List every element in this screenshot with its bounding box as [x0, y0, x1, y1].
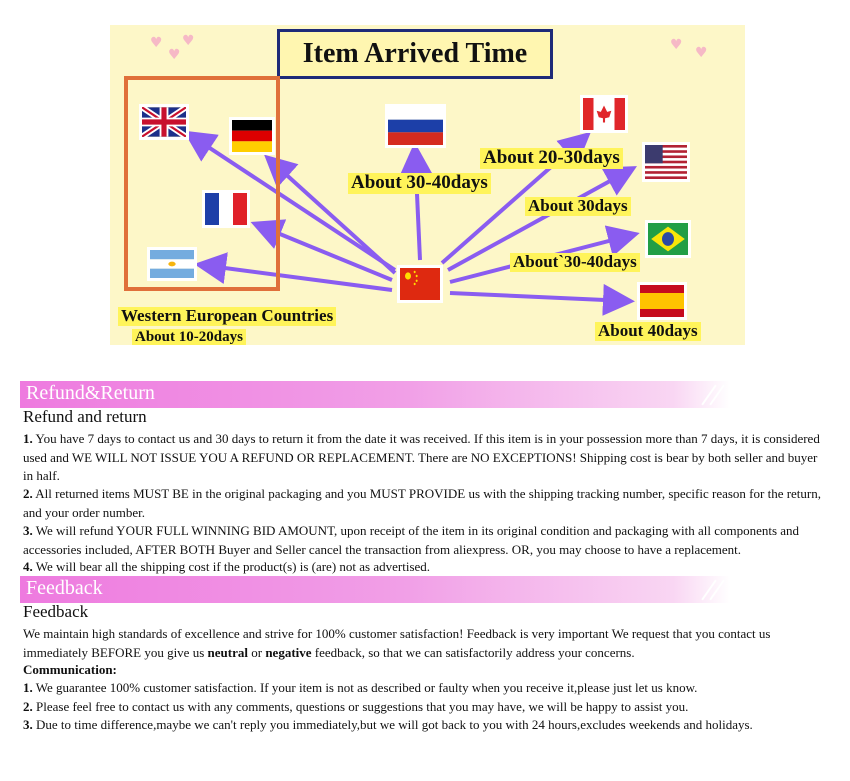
- usa-flag-icon: [645, 145, 687, 179]
- russia-flag-icon: [388, 107, 443, 145]
- usa-days-label: About 30days: [525, 197, 631, 216]
- argentina-flag-icon: [150, 250, 194, 278]
- feedback-section-bar: [20, 576, 730, 603]
- refund-item-2: 2. All returned items MUST BE in the original packaging and you MUST PROVIDE us with the shipping tracking number, specific reason for the return, and your order number.: [23, 486, 822, 520]
- canada-flag-icon: [583, 98, 625, 130]
- feedback-item-3: 3. Due to time difference,maybe we can't reply you immediately,but we will got back to you with 24 hours,excludes weekends and holidays.: [23, 717, 753, 732]
- china-flag-icon: [400, 268, 440, 300]
- arrow-russia: [415, 150, 420, 260]
- spain-days-label: About 40days: [595, 322, 701, 341]
- refund-subheading: Refund and return: [23, 407, 147, 426]
- feedback-intro: We maintain high standards of excellence and strive for 100% customer satisfaction! Feedback is very important We request that you contact us immediately BEFORE you give us neutral or negative feedback, so that we can satisfactorily address your concerns.: [23, 626, 771, 660]
- map-title-box: [277, 29, 553, 79]
- communication-heading: Communication:: [23, 662, 117, 677]
- arrow-spain: [450, 293, 627, 301]
- feedback-subheading: Feedback: [23, 602, 89, 621]
- brazil-flag-icon: [648, 223, 688, 255]
- region-days-label: About 10-20days: [132, 329, 246, 345]
- shipping-time-map: [110, 25, 745, 345]
- feedback-item-1: 1. We guarantee 100% customer satisfaction. If your item is not as described or faulty when you receive it,please just let us know.: [23, 680, 698, 695]
- brazil-days-label: About`30-40days: [510, 253, 640, 272]
- refund-item-4: 4. We will bear all the shipping cost if the product(s) is (are) not as advertised.: [23, 559, 431, 574]
- refund-section-bar: [20, 381, 730, 408]
- feedback-item-2: 2. Please feel free to contact us with any comments, questions or suggestions that you may have, we will be happy to assist you.: [23, 699, 689, 714]
- spain-flag-icon: [640, 285, 684, 317]
- heart-icon: ♥: [168, 47, 181, 63]
- germany-flag-icon: [232, 120, 272, 152]
- heart-icon: ♥: [695, 45, 708, 61]
- heart-icon: ♥: [150, 35, 163, 51]
- refund-bar-title: Refund&Return: [26, 382, 155, 404]
- heart-icon: ♥: [670, 37, 683, 53]
- refund-item-1: 1. You have 7 days to contact us and 30 days to return it from the date it was received. If this item is in your possession more than 7 days, it is considered used and WE WILL NOT ISSUE YOU A REFUND OR REPLACEMENT. There are NO EXCEPTIONS! Shipping cost is bear by both seller and buyer in half.: [23, 431, 820, 483]
- russia-days-label: About 30-40days: [348, 173, 491, 194]
- feedback-bar-title: Feedback: [26, 577, 103, 599]
- region-label: Western European Countries: [118, 307, 336, 326]
- france-flag-icon: [205, 193, 247, 225]
- refund-item-3: 3. We will refund YOUR FULL WINNING BID AMOUNT, upon receipt of the item in its original condition and packaging with all components and accessories included, AFTER BOTH Buyer and Seller cancel the transaction from aliexpress. OR, you may choose to have a replacement.: [23, 523, 800, 557]
- canada-days-label: About 20-30days: [480, 148, 623, 169]
- uk-flag-icon: [142, 107, 186, 137]
- map-title: Item Arrived Time: [302, 38, 528, 69]
- heart-icon: ♥: [182, 33, 195, 49]
